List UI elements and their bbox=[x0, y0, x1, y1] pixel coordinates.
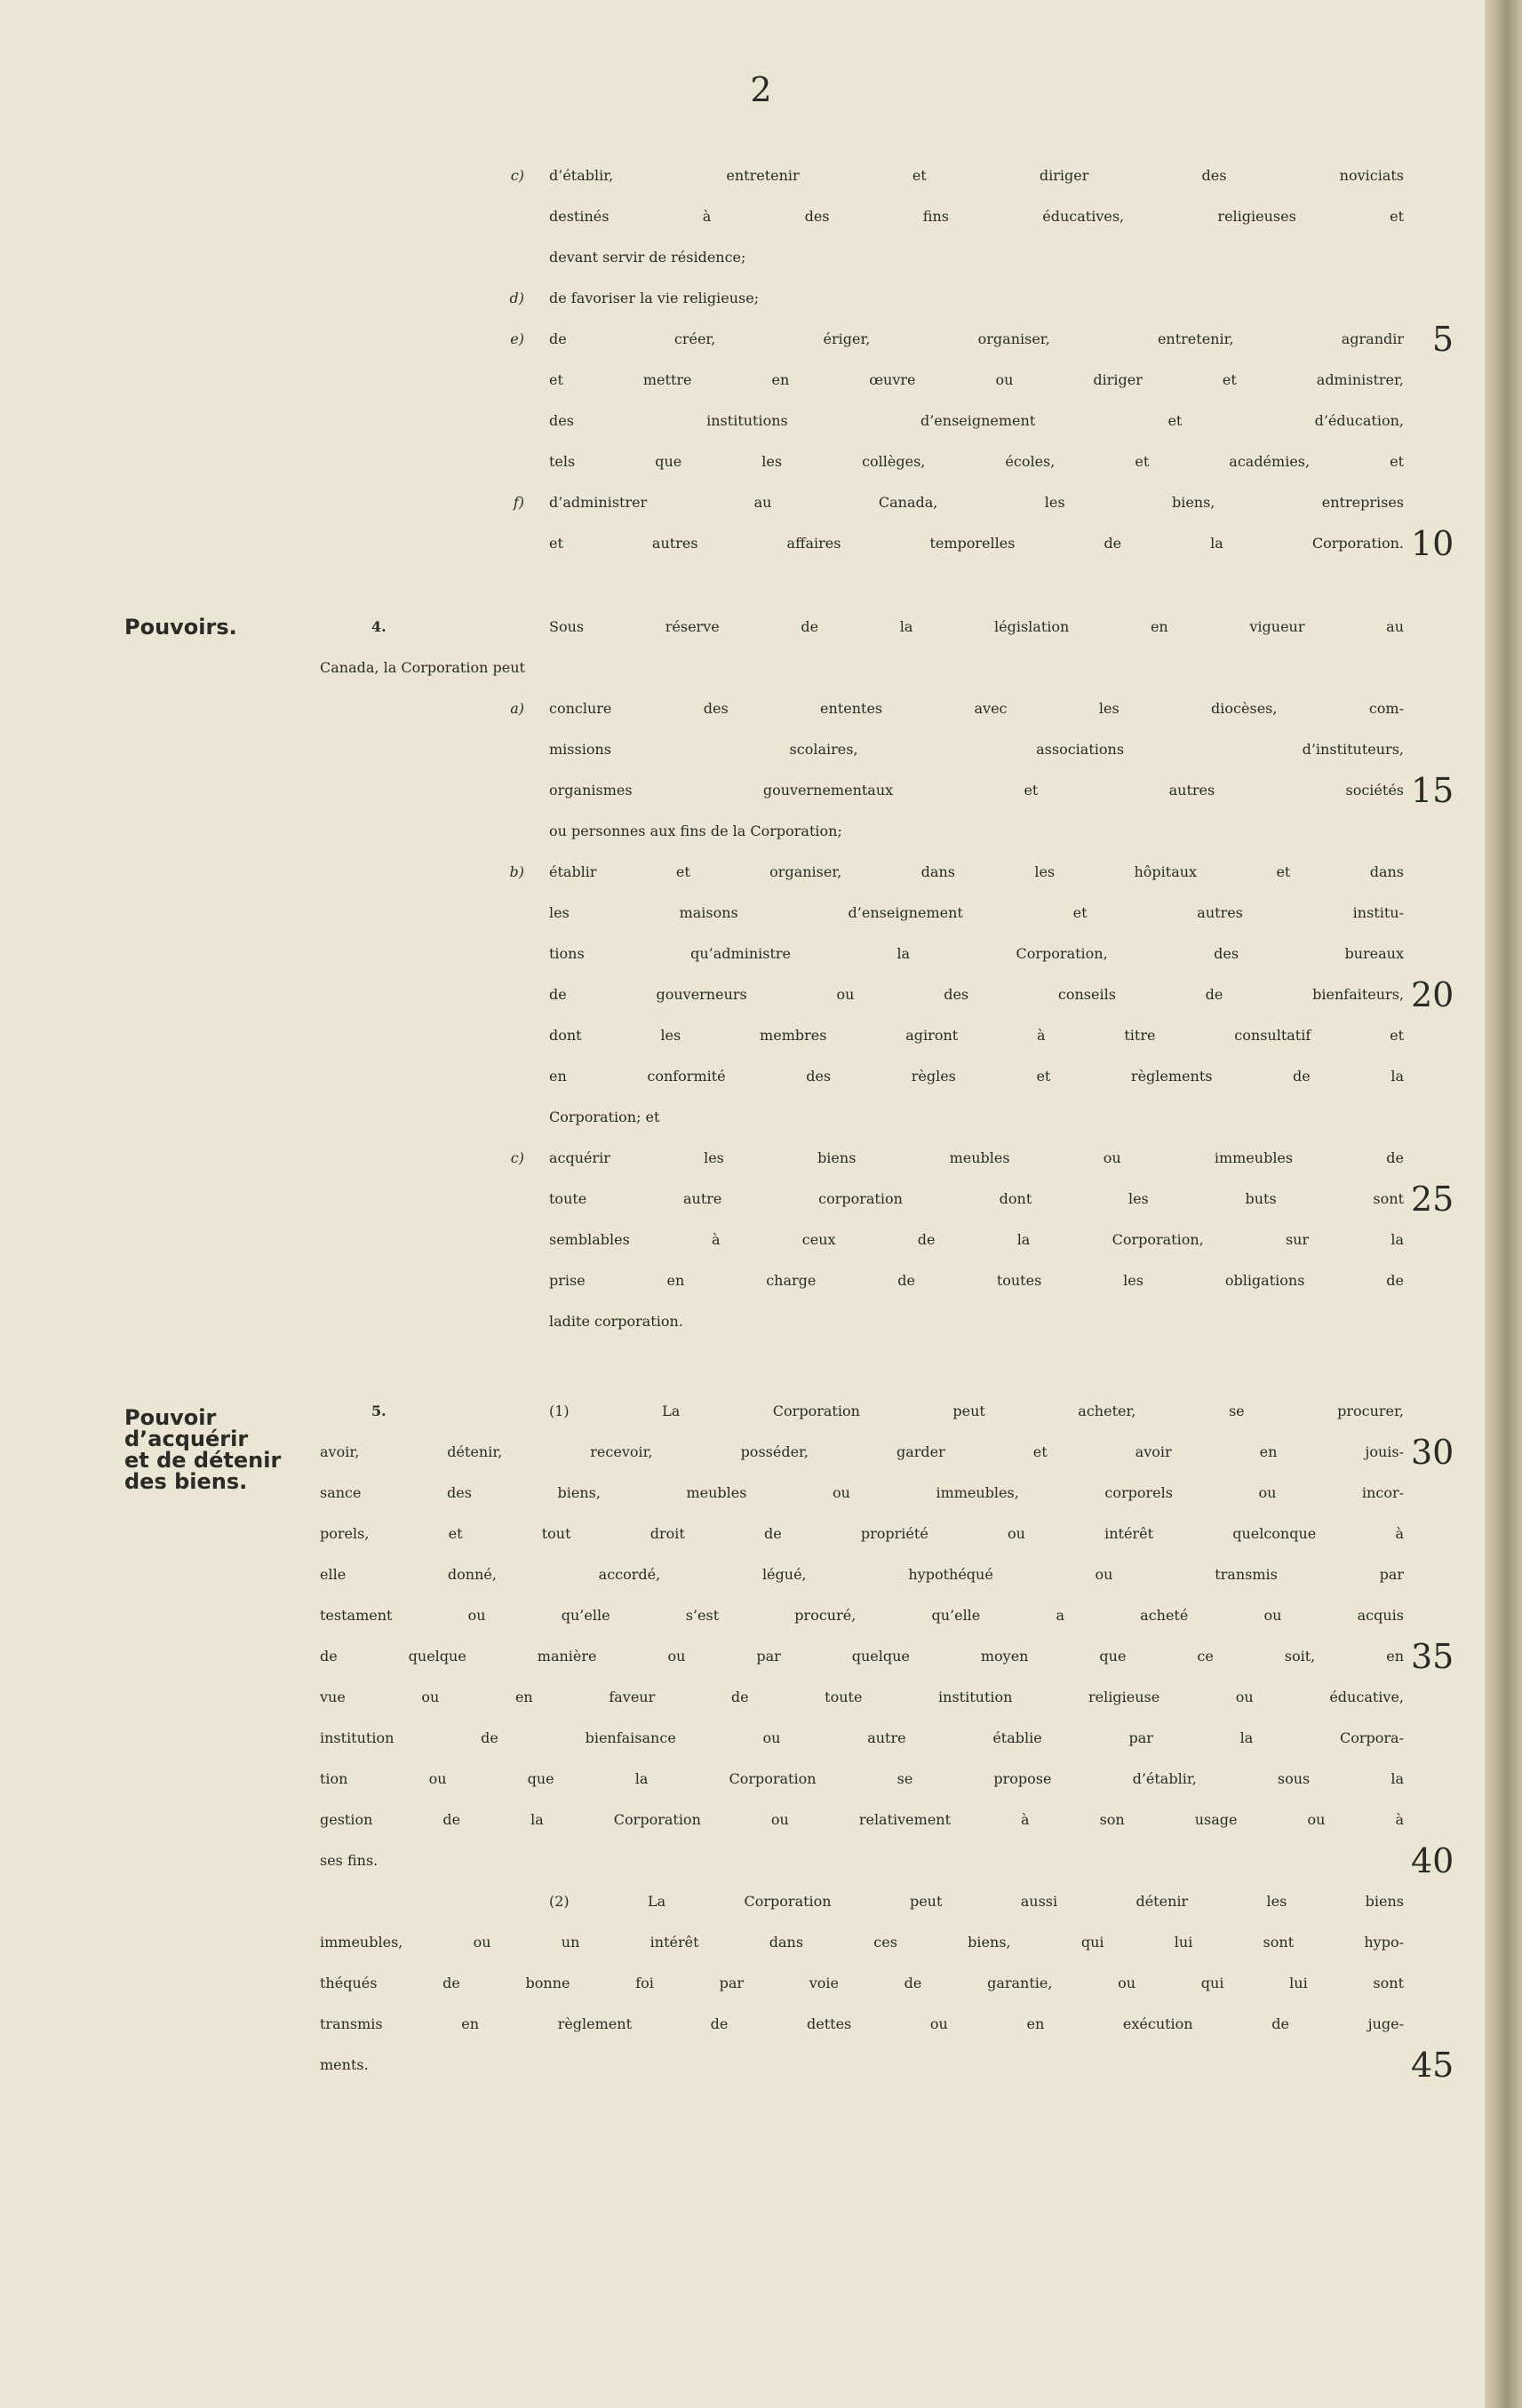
text-line: institution de bienfaisance ou autre établie par la Corpora- bbox=[320, 1729, 1404, 1746]
text-line: missions scolaires, associations d’instituteurs, bbox=[549, 741, 1404, 758]
line-number: 5 bbox=[1431, 320, 1454, 359]
text-line: d’établir, entretenir et diriger des noviciats bbox=[549, 167, 1404, 184]
text-line: destinés à des fins éducatives, religieuses et bbox=[549, 208, 1404, 225]
section-number: 5. bbox=[371, 1403, 386, 1419]
line-number: 40 bbox=[1411, 1841, 1454, 1880]
text-line: ments. bbox=[320, 2056, 369, 2073]
text-line: Sous réserve de la législation en vigueur au bbox=[549, 618, 1404, 635]
text-line: de favoriser la vie religieuse; bbox=[549, 290, 760, 306]
page-number: 2 bbox=[750, 70, 772, 109]
text-line: en conformité des règles et règlements de la bbox=[549, 1068, 1404, 1085]
text-line: immeubles, ou un intérêt dans ces biens, qui lui sont hypo- bbox=[320, 1934, 1404, 1951]
text-line: testament ou qu’elle s’est procuré, qu’elle a acheté ou acquis bbox=[320, 1607, 1404, 1624]
text-line: Canada, la Corporation peut bbox=[320, 659, 525, 676]
text-line: avoir, détenir, recevoir, posséder, garder et avoir en jouis- bbox=[320, 1443, 1404, 1460]
text-line: (1) La Corporation peut acheter, se procurer, bbox=[549, 1403, 1404, 1419]
section-number: 4. bbox=[371, 618, 386, 635]
text-line: semblables à ceux de la Corporation, sur la bbox=[549, 1231, 1404, 1248]
text-line: ou personnes aux fins de la Corporation; bbox=[549, 823, 842, 839]
line-number: 25 bbox=[1411, 1180, 1454, 1219]
line-number: 45 bbox=[1411, 2046, 1454, 2085]
item-marker-c: c) bbox=[510, 1149, 524, 1166]
line-number: 35 bbox=[1411, 1637, 1454, 1676]
line-number: 10 bbox=[1411, 524, 1454, 563]
line-number: 30 bbox=[1411, 1433, 1454, 1472]
text-line: gestion de la Corporation ou relativement à son usage ou à bbox=[320, 1811, 1404, 1828]
text-line: d’administrer au Canada, les biens, entreprises bbox=[549, 494, 1404, 511]
text-line: les maisons d’enseignement et autres institu- bbox=[549, 904, 1404, 921]
text-line: ladite corporation. bbox=[549, 1313, 683, 1330]
item-marker-b: b) bbox=[509, 863, 524, 880]
line-number: 20 bbox=[1411, 975, 1454, 1014]
line-number: 15 bbox=[1411, 771, 1454, 810]
item-marker-e: e) bbox=[510, 330, 524, 347]
item-marker-d: d) bbox=[509, 290, 524, 306]
text-line: de gouverneurs ou des conseils de bienfaiteurs, bbox=[549, 986, 1404, 1003]
text-line: dont les membres agiront à titre consultatif et bbox=[549, 1027, 1404, 1044]
text-line: prise en charge de toutes les obligations de bbox=[549, 1272, 1404, 1289]
text-line: porels, et tout droit de propriété ou intérêt quelconque à bbox=[320, 1525, 1404, 1542]
text-line: acquérir les biens meubles ou immeubles de bbox=[549, 1149, 1404, 1166]
text-line: des institutions d’enseignement et d’éducation, bbox=[549, 412, 1404, 429]
margin-note-pouvoirs: Pouvoirs. bbox=[124, 615, 237, 640]
text-line: organismes gouvernementaux et autres sociétés bbox=[549, 782, 1404, 799]
text-line: transmis en règlement de dettes ou en exécution de juge- bbox=[320, 2015, 1404, 2032]
item-marker-c: c) bbox=[510, 167, 524, 184]
text-line: établir et organiser, dans les hôpitaux et dans bbox=[549, 863, 1404, 880]
text-line: et autres affaires temporelles de la Corporation. bbox=[549, 535, 1404, 552]
margin-note-line: et de détenir bbox=[124, 1448, 282, 1473]
text-line: elle donné, accordé, légué, hypothéqué ou transmis par bbox=[320, 1566, 1404, 1583]
text-line: conclure des ententes avec les diocèses, com- bbox=[549, 700, 1404, 717]
text-line: tions qu’administre la Corporation, des bureaux bbox=[549, 945, 1404, 962]
text-line: tels que les collèges, écoles, et académies, et bbox=[549, 453, 1404, 470]
text-line: tion ou que la Corporation se propose d’établir, sous la bbox=[320, 1770, 1404, 1787]
text-line: toute autre corporation dont les buts sont bbox=[549, 1190, 1404, 1207]
margin-note-line: Pouvoir bbox=[124, 1405, 217, 1430]
margin-note-line: d’acquérir bbox=[124, 1427, 249, 1451]
page-edge bbox=[1485, 0, 1522, 2408]
text-line: (2) La Corporation peut aussi détenir les biens bbox=[549, 1893, 1404, 1910]
text-line: théqués de bonne foi par voie de garantie, ou qui lui sont bbox=[320, 1975, 1404, 1991]
text-line: vue ou en faveur de toute institution religieuse ou éducative, bbox=[320, 1689, 1404, 1705]
text-line: Corporation; et bbox=[549, 1109, 660, 1125]
text-line: et mettre en œuvre ou diriger et administrer, bbox=[549, 371, 1404, 388]
text-line: devant servir de résidence; bbox=[549, 249, 746, 266]
item-marker-f: f) bbox=[513, 494, 524, 511]
text-line: ses fins. bbox=[320, 1852, 379, 1869]
text-line: sance des biens, meubles ou immeubles, corporels ou incor- bbox=[320, 1484, 1404, 1501]
text-line: de créer, ériger, organiser, entretenir, agrandir bbox=[549, 330, 1404, 347]
margin-note-line: des biens. bbox=[124, 1469, 248, 1494]
text-line: de quelque manière ou par quelque moyen que ce soit, en bbox=[320, 1648, 1404, 1665]
item-marker-a: a) bbox=[510, 700, 524, 717]
